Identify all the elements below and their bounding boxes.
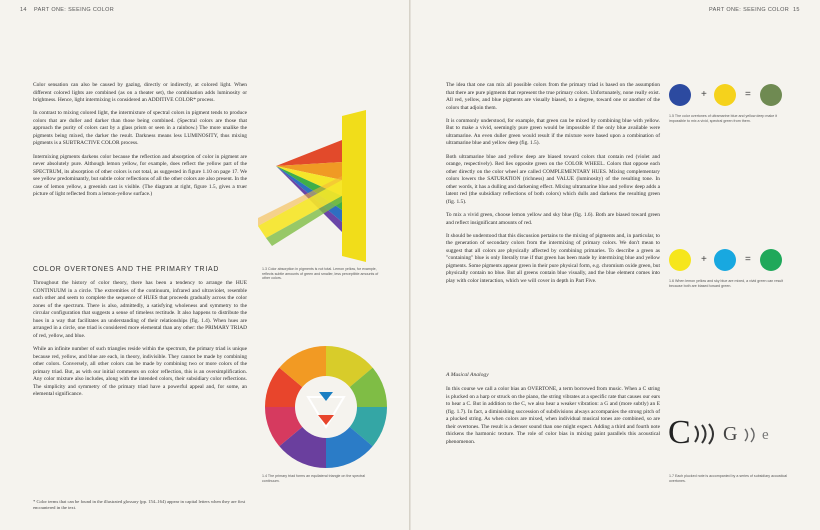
footnote: * Color terms that can be found in the illustrated glossary (pp. 154–164) appear in capital letters when they are first encountered in the text.: [33, 499, 246, 510]
paragraph: Intermixing pigments darkens color because the reflection and absorption of color in pigment are never absolutely pure. Although lemon yellow, for example, does reflect the yellow part of the SPECTRUM, its absorption of other colors is not total, as suggested in figure 1.10 on page 17. We see yellow predominantly, but subtle color reflections of all the other colors are also present. In the case of lemon yellow, a greenish cast is visible. (The diagram at right, figure 1.5, gives a truer picture of light reflected from a lemon-yellow surface.): [33, 153, 247, 198]
paragraph: Both ultramarine blue and yellow deep are biased toward colors that contain red (violet and orange, respectively). Red lies opposite green on the COLOR WHEEL. Colors that oppose each other directly on the color wheel are called COMPLEMENTARY HUES. Mixing complementary colors lowers the SATURATION (richness) and VALUE (luminosity) of the resulting tone. In other words, it has a dulling and darkening effect. Mixing ultramarine blue and yellow deep adds a latent red (the subsidiary reflections of both colors) which dulls and darkens the resulting green (fig. 1.5).: [446, 153, 660, 205]
right-column-bottom: [446, 386, 660, 452]
paragraph: Color sensation can also be caused by gazing, directly or indirectly, at colored light. When different colored lights are combined (as on a theater set), the combination adds luminosity or brightness. Hence, light intermixing is considered an ADDITIVE COLOR* process.: [33, 82, 247, 104]
paragraph: To mix a vivid green, choose lemon yellow and sky blue (fig. 1.6). Both are biased toward green and reflect insignificant amounts of red.: [446, 211, 660, 226]
fig-1-6-caption: 1.6 When lemon yellow and sky blue are mixed, a vivid green can result because both are biased toward green.: [669, 279, 784, 288]
right-page-number: 15: [793, 7, 800, 13]
paragraph: The idea that one can mix all possible colors from the primary triad is based on the assumption that there are pure pigments that represent the true primary colors. Unfortunately, none really exist. All red, yellow, and blue pigments are visually biased, to a degree, toward one or another of the colors that adjoin them.: [446, 82, 660, 111]
note-e-glyph: e: [762, 427, 769, 443]
incoming-red-ray: [276, 140, 342, 166]
equals-sign: =: [745, 254, 751, 265]
right-running-head: PART ONE: SEEING COLOR: [709, 7, 790, 13]
yellow-surface: [342, 110, 366, 262]
paragraph: Throughout the history of color theory, there has been a tendency to arrange the HUE CONTINUUM in a circle. The extremities of the continuum, infrared and ultraviolet, resemble each other and seem to complete the sequence of HUES that proceeds gradually across the color zones of the spectrum. There is also, admittedly, a satisfying wholeness and symmetry to the circular configuration that suggests a sense of timeless rectitude. It also happens to distribute the hues in a way that facilitates an understanding of their relationships (fig. 1.4). When hues are arranged in a circle, one triad is considered more elemental than any other: the PRIMARY TRIAD of red, yellow, and blue.: [33, 280, 247, 339]
dull-green-swatch: [760, 84, 782, 106]
color-wheel-figure: [264, 345, 388, 469]
paragraph: It should be understood that this discussion pertains to the mixing of pigments and, in particular, to the generation of secondary colors from the intermixing of primary colors. We don't mean to suggest that all colors are physically affected by combining primaries. To describe a green as "containing" blue is only literally true if that green has been made by intermixing blue and yellow pigments. Some pigments appear green in their pure physical form, e.g. chromium oxide green, but physically contain no blue. But all greens contain blue visually, and the blue element comes into play with color interaction, which we will cover in depth in Part Five.: [446, 232, 660, 284]
section-heading: COLOR OVERTONES AND THE PRIMARY TRIAD: [33, 266, 220, 273]
plus-sign: +: [701, 254, 707, 265]
color-absorption-figure: [258, 110, 376, 262]
lemon-yellow-swatch: [669, 249, 691, 271]
sky-blue-swatch: [714, 249, 736, 271]
note-g-glyph: G: [723, 423, 738, 445]
fig-1-7-caption: 1.7 Each plucked note is accompanied by a series of subsidiary acoustical overtones.: [669, 474, 788, 483]
right-column-top: [446, 82, 660, 291]
plus-sign: +: [701, 89, 707, 100]
paragraph: In this course we call a color bias an OVERTONE, a term borrowed from music. When a C string is plucked on a harp or struck on the piano, the string vibrates at a specific rate that causes our ears to hear a C. But in addition to the C, we also hear a weaker vibration: a G and (more subtly) an E (fig. 1.7). In fact, a diminishing succession of subdivisions always accompanies the strong pitch of a plucked string. As when colors are mixed, when individual musical tones are combined, so are their overtones. The result is a denser sound than one might expect. Adding a third and fourth note thickens the harmonic texture. The role of color bias in mixing paint parallels this acoustical phenomenon.: [446, 386, 660, 445]
equals-sign: =: [745, 89, 751, 100]
subsection-heading: A Musical Analogy: [446, 372, 489, 378]
sound-wave-icon: [742, 426, 758, 444]
sound-wave-icon: [692, 422, 718, 446]
paragraph: In contrast to mixing colored light, the intermixture of spectral colors in pigment tends to produce colors that are duller and darker than those being combined. (Spectral colors are those that approach the purity of colors cast by a glass prism or seen in a rainbow.) The more unalike the pigments being mixed, the darker the result. Darkness means less LUMINOSITY, thus mixing pigments is a SUBTRACTIVE COLOR process.: [33, 110, 247, 147]
book-gutter: [409, 0, 411, 530]
paragraph: While an infinite number of such triangles reside within the spectrum, the primary triad is unique because red, yellow, and blue are each, in theory, indivisible. They cannot be made by combining other colors. Conversely, all other colors can be made by combining two or more colors of the primary triad. But, as with our initial comments on color reflection, this is an oversimplification. Any color mixture also includes, along with the intended colors, their subsidiary color reflections. The simplicity and symmetry of the primary triad have a powerful appeal and, for some, an elemental significance.: [33, 345, 247, 398]
musical-overtones-figure: [668, 416, 798, 456]
left-running-head: PART ONE: SEEING COLOR: [34, 7, 115, 13]
left-column-top: [33, 82, 247, 204]
yellow-deep-swatch: [714, 84, 736, 106]
note-c-glyph: C: [668, 414, 691, 451]
vivid-green-swatch: [760, 249, 782, 271]
paragraph: It is commonly understood, for example, that green can be mixed by combining blue with yellow. But to make a vivid, seemingly pure green would be impossible if the only blue available were ultramarine. An even duller green would result if the mixture were based upon a combination of ultramarine blue and yellow deep (fig. 1.5).: [446, 117, 660, 147]
fig-1-4-caption: 1.4 The primary triad forms an equilateral triangle on the spectral continuum.: [262, 474, 366, 483]
left-column-bottom: [33, 280, 247, 404]
fig-1-5-caption: 1.5 The color overtones of ultramarine blue and yellow deep make it impossible to mix a vivid, spectral green from them.: [669, 114, 778, 123]
ultramarine-blue-swatch: [669, 84, 691, 106]
fig-1-3-caption: 1.3 Color absorption in pigments is not total. Lemon yellow, for example, reflects subtle amounts of green and smaller, less perceptible amounts of other colors.: [262, 267, 379, 281]
left-page-number: 14: [20, 7, 27, 13]
